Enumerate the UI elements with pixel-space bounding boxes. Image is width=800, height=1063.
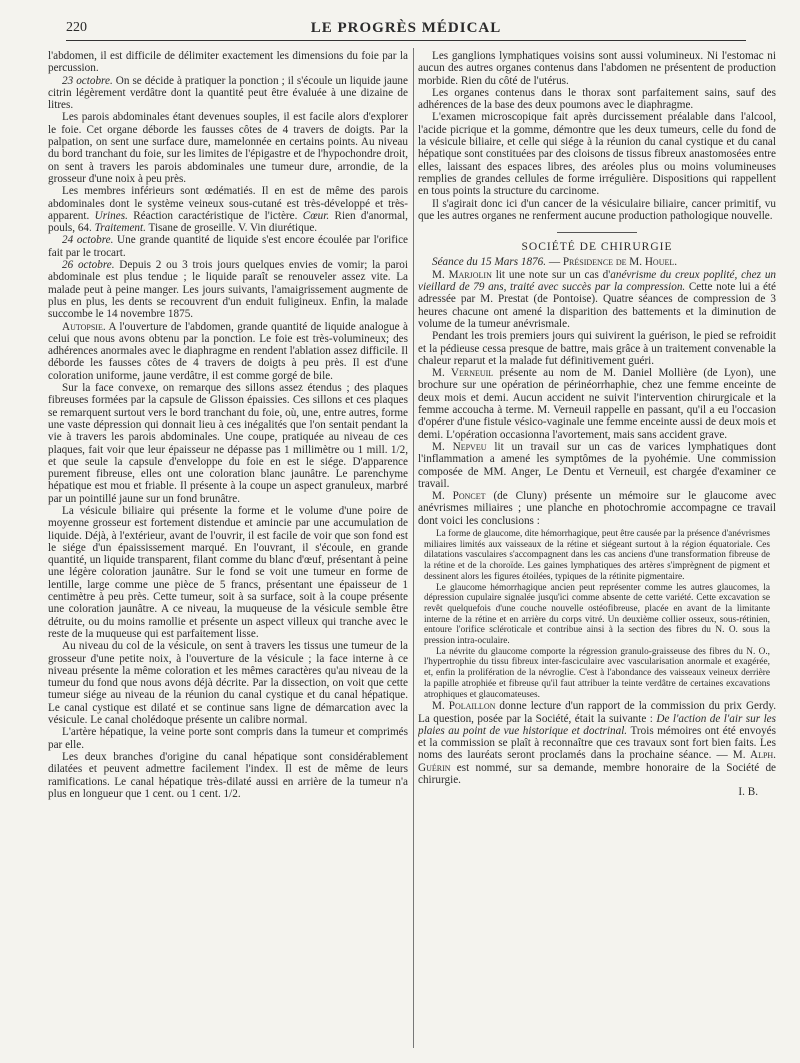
- paragraph: 24 octobre. Une grande quantité de liquide s'est encore écoulée par l'orifice fait par le trocart.: [48, 234, 408, 259]
- paragraph: 23 octobre. On se décide à pratiquer la ponction ; il s'écoule un liquide jaune citrin légèrement verdâtre dont la quantité peut être évaluée à une dizaine de litres.: [48, 74, 408, 112]
- page-header: [66, 18, 746, 41]
- speaker-name: M. Nepveu: [432, 440, 487, 453]
- paragraph: Les ganglions lymphatiques voisins sont aussi volumineux. Ni l'estomac ni aucun des autres organes contenus dans l'abdomen ne présentent de production morbide. Rien du côté de l'utérus.: [418, 50, 776, 87]
- paragraph: M. Poncet (de Cluny) présente un mémoire sur le glaucome avec anévrismes miliaires ; une planche en photochromie accompagne ce travail dont voici les conclusions :: [418, 490, 776, 527]
- paragraph: Les deux branches d'origine du canal hépatique sont considérablement dilatées et peuvent admettre facilement l'index. Il est de même de leurs ramifications. Le canal hépatique très-dilaté aussi en arrière de la tumeur n'a plus en longueur que 1 cent. ou 1 cent. 1/2.: [48, 750, 408, 800]
- paragraph: Sur la face convexe, on remarque des sillons assez étendus ; des plaques fibreuses formées par la capsule de Glisson épaissies. Ces sillons et ces plaques se remarquent surtout vers le bord tranchant du foie, où, une, entre autres, forme une vaste dépression qui donnait lieu à ces inégalités que l'on sentait pendant la vie à travers les parois abdominales. Une coupe, pratiquée au niveau de ces plaques, fait voir que leur épaisseur ne dépasse pas 1 millimètre ou 1 mill. 1/2, et que seule la capsule d'enveloppe du foie en est le siége. D'apparence purement fibreuse, elles ont une coloration blanc jaunâtre. Le parenchyme hépatique est mou et friable. Il présente à la coupe un aspect granuleux, marbré par un pointillé jaune sur un fond brunâtre.: [48, 382, 408, 505]
- page-number: 220: [66, 20, 87, 35]
- paragraph: 26 octobre. Depuis 2 ou 3 trois jours quelques envies de vomir; la paroi abdominale est plus tendue ; le liquide paraît se renouveler assez vite. La malade peut à peine manger. Les jours suivants, l'amaigrissement augmente de plus en plus, les dents se recouvrent d'un enduit fuligineux. Enfin, la malade succombe le 14 novembre 1875.: [48, 259, 408, 321]
- paragraph: Au niveau du col de la vésicule, on sent à travers les tissus une tumeur de la grosseur d'une petite noix, à l'ouverture de la vésicule ; la face interne à ce niveau présente la même coloration et les mêmes caractères qu'au niveau de la tumeur du fond que nous avons déjà décrite. Par la dissection, on voit que cette tumeur siége au niveau de la réunion du canal cystique et du canal hépatique. Le canal cystique est dilaté et se continue sans ligne de démarcation avec la vésicule. Le canal cholédoque présente un calibre normal.: [48, 640, 408, 727]
- conclusion-paragraph: La névrite du glaucome comporte la régression granulo-graisseuse des fibres du N. O., l'hypertrophie du tissu fibreux inter-fasciculaire avec vascularisation anormale et exagérée, et, enfin la prolifération de la névroglie. C'est à l'abondance des vaisseaux veineux derrière la papille atrophiée et fibreuse qu'il faut attribuer la teinte verdâtre de certaines excavations atrophiques et glaucomateuses.: [424, 646, 770, 700]
- paragraph: Pendant les trois premiers jours qui suivirent la guérison, le pied se refroidit et la pédieuse cessa presque de battre, mais grâce à un traitement convenable la chaleur reparut et la malade fut définitivement guéri.: [418, 330, 776, 367]
- conclusion-paragraph: Le glaucome hémorrhagique ancien peut représenter comme les autres glaucomes, la dépression cupulaire signalée jusqu'ici comme absente de cette variété. Cette excavation se revêt quelquefois d'une couche nouvelle ostéofibreuse, placée en avant de la limitante interne de la rétine et en arrière du corps vitré. Un deuxième collier osseux, sous-rétinien, entoure l'orifice scléroticale et contribue ainsi à la section des fibres du N. O. sous la pression intra-oculaire.: [424, 582, 770, 647]
- signature: I. B.: [738, 786, 758, 799]
- paragraph: M. Verneuil présente au nom de M. Daniel Mollière (de Lyon), une brochure sur une opération de périnéorrhaphie, chez une femme enceinte de deux mois et demi. Aucun accident ne suivit l'intervention chirurgicale et la femme accoucha à terme. M. Verneuil rappelle en passant, qu'il a eu l'occasion d'opérer d'une fistule vésico-vaginale une femme enceinte aussi de deux mois et demi. L'opération occasionna l'avortement, mais sans accident grave.: [418, 367, 776, 441]
- date-label: 24 octobre.: [62, 234, 114, 247]
- paragraph: L'examen microscopique fait après durcissement préalable dans l'alcool, l'acide picrique et la gomme, démontre que les deux tumeurs, celle du fond de la vésicule biliaire, et celle qui siége à la réunion du canal cystique et du canal hépatique sont constituées par des cloisons de tissus fibreux anastomosées entre elles, laissant des espaces libres, des aréoles plus ou moins volumineuses remplies de grandes cellules de forme irrégulière. Dispositions qui rappellent en tous points la structure du carcinome.: [418, 111, 776, 198]
- running-title: LE PROGRÈS MÉDICAL: [310, 20, 502, 36]
- section-separator: [557, 232, 637, 233]
- date-label: 23 octobre.: [62, 74, 113, 87]
- speaker-name: M. Verneuil: [432, 367, 494, 380]
- speaker-name: M. Alph. Guérin: [418, 749, 776, 774]
- left-column: [48, 50, 408, 1050]
- paragraph: Autopsie. A l'ouverture de l'abdomen, grande quantité de liquide analogue à celui que nous avons obtenu par la ponction. Le foie est très-volumineux; des adhérences anormales avec le diaphragme en rendent l'ablation assez difficile. Il déborde les fausses côtes de 4 travers de doigts à peu près. Il est d'une coloration uniforme, jaune verdâtre, il est comme gorgé de bile.: [48, 320, 408, 382]
- section-title: SOCIÉTÉ DE CHIRURGIE: [521, 241, 673, 254]
- paragraph: Les parois abdominales étant devenues souples, il est facile alors d'explorer le foie. Cet organe déborde les fausses côtes de 4 travers de doigts. Par la palpation, on sent une surface dure, mamelonnée en certains points. Au niveau du bord tranchant du foie, sur les limites de l'épigastre et de l'hypochondre droit, on sent à travers les parois abdominales une tumeur dure, arrondie, de la grosseur d'une noix à peu près.: [48, 111, 408, 185]
- conclusions-block: [424, 529, 770, 700]
- session-line: Séance du 15 Mars 1876. — Présidence de M. Houel.: [432, 256, 678, 269]
- conclusion-paragraph: La forme de glaucome, dite hémorrhagique, peut être causée par la présence d'anévrismes miliaires limités aux vaisseaux de la rétine et siégeant surtout à la région équatoriale. Ces dilatations vasculaires s'accompagnent dans les cas anciens d'une transformation fibreuse de la rétine et de la choroïde. Les gaines lymphatiques des artères s'imprègnent de pigment et dessinent alors les figures étoilées, typiques de la rétinite pigmentaire.: [424, 528, 770, 582]
- paragraph: Il s'agirait donc ici d'un cancer de la vésiculaire biliaire, cancer primitif, vu que les autres organes ne renferment aucune production pathologique nouvelle.: [418, 197, 776, 222]
- paragraph: Les organes contenus dans le thorax sont parfaitement sains, sauf des adhérences de la base des deux poumons avec le diaphragme.: [418, 86, 776, 112]
- paragraph: l'abdomen, il est difficile de délimiter exactement les dimensions du foie par la percussion.: [48, 50, 408, 75]
- paragraph: M. Marjolin lit une note sur un cas d'anévrisme du creux poplité, chez un vieillard de 79 ans, traité avec succès par la compression. Cette note lui a été adressée par M. Prestat (de Pontoise). Quatre séances de compression de 3 heures chacune ont amené la disparition des battements et la diminution de volume de la tumeur anévrismale.: [418, 268, 776, 330]
- paragraph: M. Polaillon donne lecture d'un rapport de la commission du prix Gerdy. La question, posée par la Société, était la suivante : De l'action de l'air sur les plaies au point de vue historique et doctrinal. Trois mémoires ont été envoyés et la commission se plaît à reconnaître que ces travaux sont fort bien faits. Les noms des lauréats seront proclamés dans la prochaine séance. — M. Alph. Guérin est nommé, sur sa demande, membre honoraire de la Société de chirurgie.: [418, 700, 776, 787]
- speaker-name: M. Marjolin: [432, 268, 492, 281]
- paragraph: M. Nepveu lit un travail sur un cas de varices lymphatiques dont l'inflammation a amené les symptômes de la pyohémie. Une commission composée de MM. Anger, Le Dentu et Verneuil, est chargée d'examiner ce travail.: [418, 440, 776, 490]
- date-label: 26 octobre.: [62, 259, 115, 272]
- paragraph: La vésicule biliaire qui présente la forme et le volume d'une poire de moyenne grosseur est fortement distendue et amincie par une accumulation de liquide. Déjà, à l'extérieur, avant de l'ouvrir, il est facile de voir que son fond est le siége d'un épaississement marqué. En l'ouvrant, il s'écoule, en grande quantité, un liquide transparent, filant comme du blanc d'œuf, présentant à peine une légère coloration jaunâtre. Sur le fond se voit une tumeur en forme de lentille, large comme une pièce de 5 francs, présentant une épaisseur de 1 centimètre à peu près. Cette tumeur, soit à sa surface, soit à la coupe présente une coloration jaunâtre. A ce niveau, la muqueuse de la vésicule semble être détruite, ou du moins ramollie et présente un aspect villeux qui tranche avec le reste de la muqueuse qui est parfaitement lisse.: [48, 504, 408, 640]
- column-divider: [413, 48, 414, 1048]
- right-column: [418, 50, 776, 1050]
- paragraph: Les membres inférieurs sont œdématiés. Il en est de même des parois abdominales dont le système veineux sous-cutané est très-développé et très-apparent. Urines. Réaction caractéristique de l'ictère. Cœur. Rien d'anormal, pouls, 64. Traitement. Tisane de groseille. V. Vin diurétique.: [48, 185, 408, 235]
- autopsy-label: Autopsie.: [62, 320, 106, 333]
- paragraph: L'artère hépatique, la veine porte sont compris dans la tumeur et comprimés par elle.: [48, 726, 408, 751]
- speaker-name: M. Poncet: [432, 490, 486, 503]
- speaker-name: M. Polaillon: [432, 700, 496, 713]
